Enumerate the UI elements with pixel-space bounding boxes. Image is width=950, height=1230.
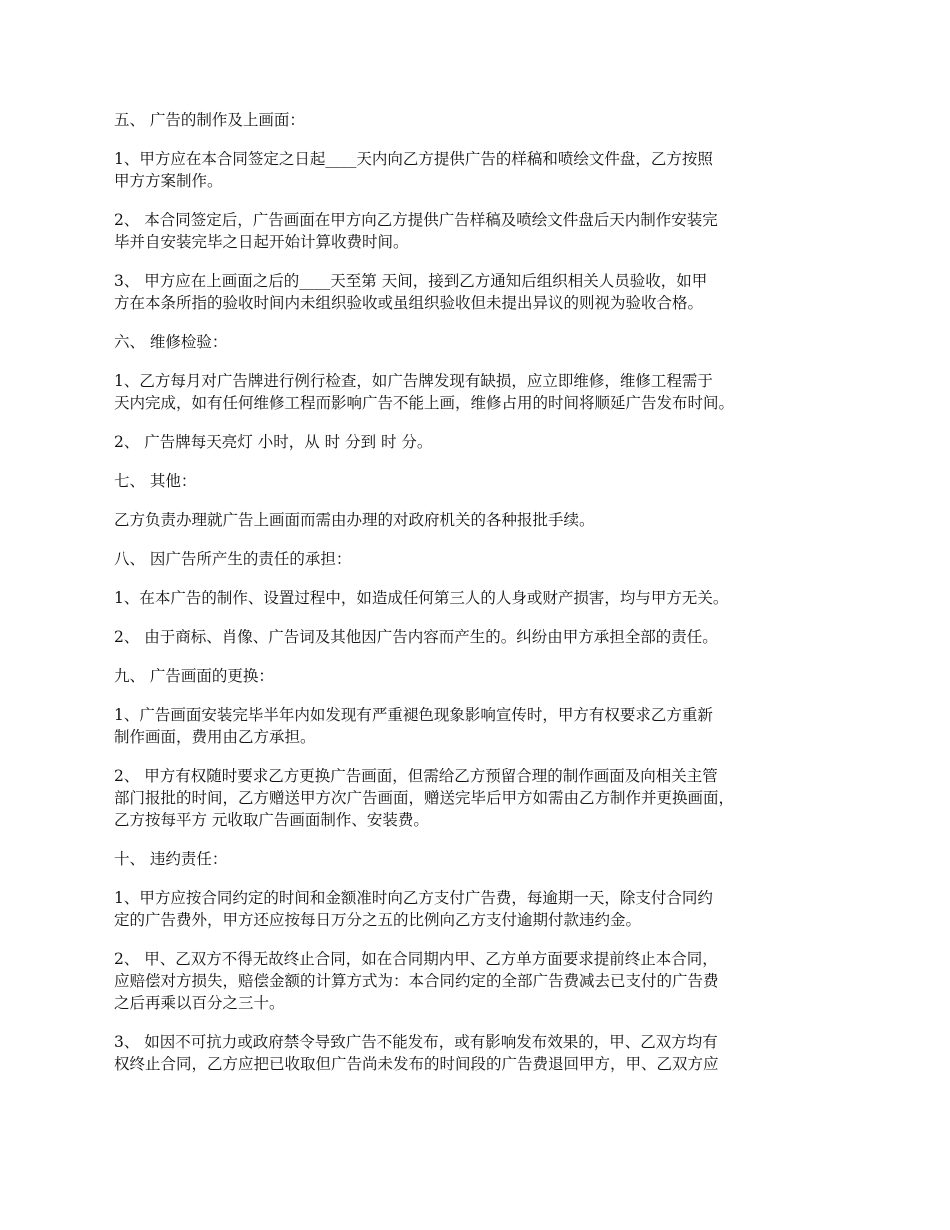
paragraph-line: 七、 其他：	[114, 472, 197, 490]
paragraph	[114, 270, 859, 314]
paragraph	[114, 209, 859, 253]
paragraph	[114, 148, 859, 192]
paragraph	[114, 704, 859, 748]
paragraph	[114, 587, 859, 609]
paragraph-line: 八、 因广告所产生的责任的承担：	[114, 550, 352, 568]
paragraph-line: 2、 甲方有权随时要求乙方更换广告画面，但需给乙方预留合理的制作画面及向相关主管	[114, 767, 718, 785]
paragraph-line: 天内完成，如有任何维修工程而影响广告不能上画，维修占用的时间将顺延广告发布时间。	[114, 394, 735, 412]
paragraph-line: 五、 广告的制作及上画面：	[114, 111, 305, 129]
paragraph-line: 制作画面，费用由乙方承担。	[114, 728, 316, 746]
paragraph	[114, 431, 859, 453]
paragraph-line: 2、 本合同签定后，广告画面在甲方向乙方提供广告样稿及喷绘文件盘后天内制作安装完	[114, 211, 718, 229]
paragraph-line: 定的广告费外，甲方还应按每日万分之五的比例向乙方支付逾期付款违约金。	[114, 911, 642, 929]
paragraph-line: 1、甲方应按合同约定的时间和金额准时向乙方支付广告费，每逾期一天，除支付合同约	[114, 889, 713, 907]
paragraph-line: 3、 如因不可抗力或政府禁令导致广告不能发布，或有影响发布效果的，甲、乙双方均有	[114, 1033, 718, 1051]
paragraph-line: 部门报批的时间，乙方赠送甲方次广告画面，赠送完毕后甲方如需由乙方制作并更换画面，	[114, 789, 735, 807]
paragraph-line: 1、甲方应在本合同签定之日起____天内向乙方提供广告的样稿和喷绘文件盘，乙方按照	[114, 150, 713, 168]
paragraph-line: 毕并自安装完毕之日起开始计算收费时间。	[114, 233, 409, 251]
paragraph-line: 之后再乘以百分之三十。	[114, 994, 285, 1012]
paragraph-line: 六、 维修检验：	[114, 333, 228, 351]
document-body	[114, 109, 859, 1092]
paragraph-line: 1、乙方每月对广告牌进行例行检查，如广告牌发现有缺损，应立即维修，维修工程需于	[114, 372, 713, 390]
paragraph-line: 乙方负责办理就广告上画面而需由办理的对政府机关的各种报批手续。	[114, 511, 595, 529]
paragraph	[114, 470, 859, 492]
paragraph	[114, 948, 859, 1014]
paragraph	[114, 370, 859, 414]
paragraph	[114, 548, 859, 570]
paragraph-line: 应赔偿对方损失，赔偿金额的计算方式为：本合同约定的全部广告费减去已支付的广告费	[114, 972, 719, 990]
paragraph-line: 1、广告画面安装完毕半年内如发现有严重褪色现象影响宣传时，甲方有权要求乙方重新	[114, 706, 713, 724]
paragraph-line: 1、在本广告的制作、设置过程中，如造成任何第三人的人身或财产损害，均与甲方无关。	[114, 589, 729, 607]
paragraph	[114, 765, 859, 831]
paragraph	[114, 887, 859, 931]
paragraph	[114, 331, 859, 353]
paragraph	[114, 509, 859, 531]
paragraph	[114, 109, 859, 131]
paragraph-line: 2、 甲、乙双方不得无故终止合同，如在合同期内甲、乙方单方面要求提前终止本合同，	[114, 950, 718, 968]
paragraph-line: 3、 甲方应在上画面之后的____天至第 天间，接到乙方通知后组织相关人员验收，如甲	[114, 272, 708, 290]
paragraph	[114, 1031, 859, 1075]
paragraph-line: 十、 违约责任：	[114, 850, 228, 868]
paragraph-line: 甲方方案制作。	[114, 172, 223, 190]
paragraph	[114, 848, 859, 870]
paragraph-line: 2、 由于商标、肖像、广告词及其他因广告内容而产生的。纠纷由甲方承担全部的责任。	[114, 628, 718, 646]
paragraph	[114, 665, 859, 687]
paragraph-line: 2、 广告牌每天亮灯 小时，从 时 分到 时 分。	[114, 433, 433, 451]
paragraph-line: 权终止合同，乙方应把已收取但广告尚未发布的时间段的广告费退回甲方，甲、乙双方应	[114, 1055, 719, 1073]
paragraph-line: 九、 广告画面的更换：	[114, 667, 274, 685]
paragraph	[114, 626, 859, 648]
paragraph-line: 方在本条所指的验收时间内未组织验收或虽组织验收但未提出异议的则视为验收合格。	[114, 294, 704, 312]
paragraph-line: 乙方按每平方 元收取广告画面制作、安装费。	[114, 811, 429, 829]
